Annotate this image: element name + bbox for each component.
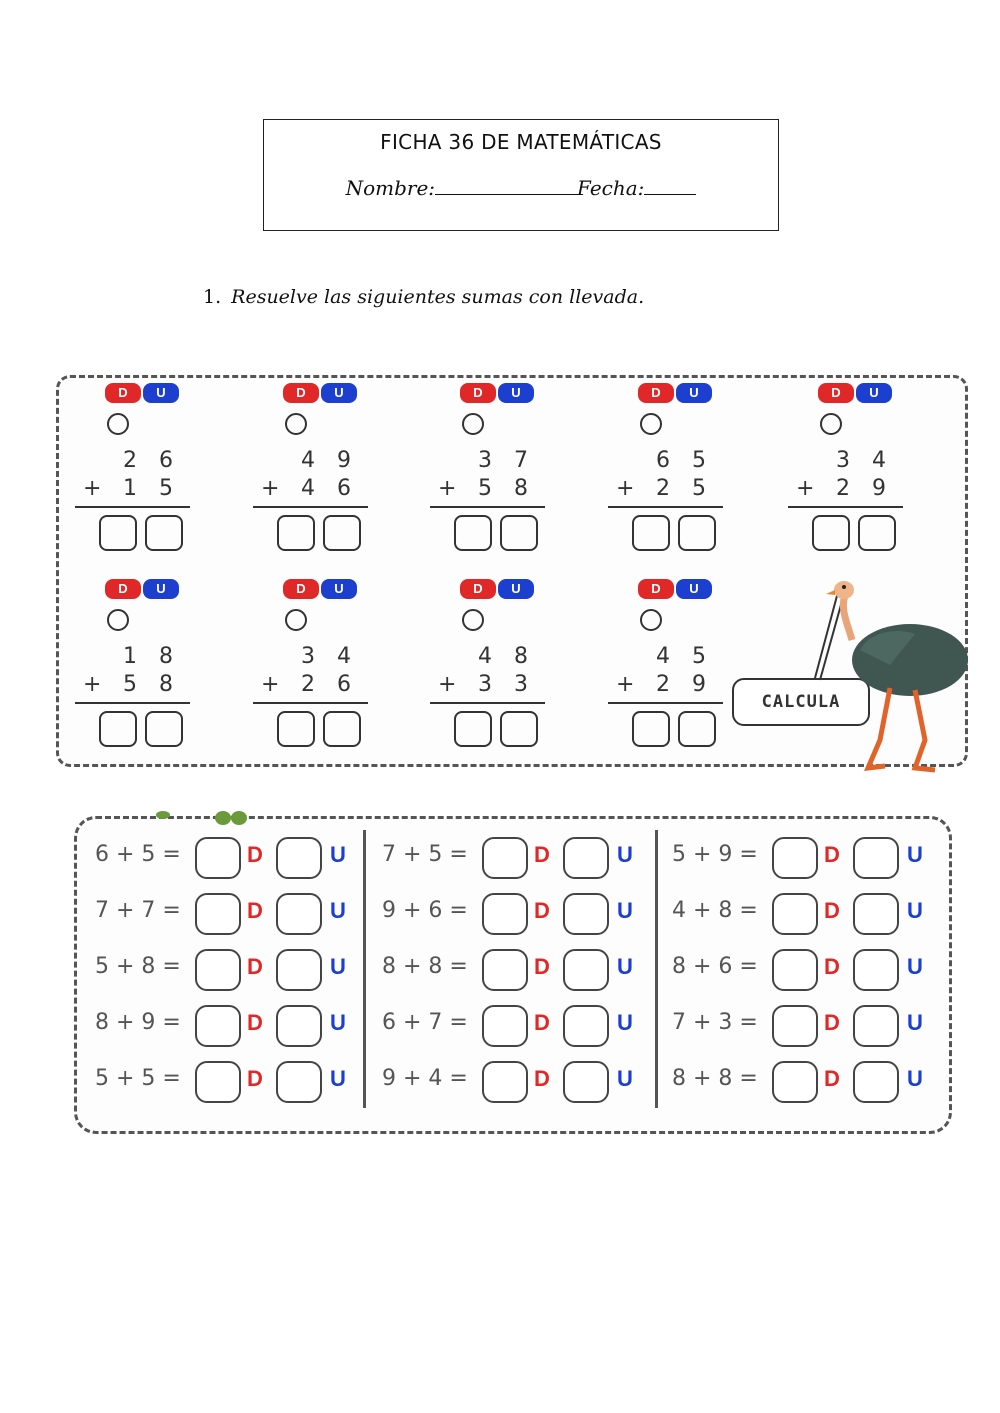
sum-line <box>253 702 368 704</box>
answer-box-units[interactable] <box>678 515 716 551</box>
worksheet-header <box>263 119 779 231</box>
quick-sum-row <box>382 834 657 878</box>
answer-box-tens[interactable] <box>632 515 670 551</box>
tens-digit: 2 <box>301 672 315 697</box>
tens-answer-box[interactable] <box>482 1061 528 1103</box>
quick-sum-row <box>95 834 370 878</box>
column-sum-problem <box>75 377 205 552</box>
column-sum-problem <box>253 573 383 748</box>
tens-label: D <box>824 954 840 979</box>
plus-sign: + <box>261 672 280 697</box>
addend-top <box>75 447 185 475</box>
units-label: U <box>330 1010 346 1035</box>
tens-answer-box[interactable] <box>772 837 818 879</box>
tens-tag: D <box>460 579 496 599</box>
units-digit: 8 <box>514 476 528 501</box>
tens-label: D <box>247 954 263 979</box>
sum-line <box>430 506 545 508</box>
tens-label: D <box>247 1066 263 1091</box>
tens-tag: D <box>638 579 674 599</box>
sum-line <box>253 506 368 508</box>
name-field[interactable] <box>435 176 577 195</box>
addend-top <box>430 643 540 671</box>
tens-tag: D <box>638 383 674 403</box>
sum-line <box>608 702 723 704</box>
tens-tag: D <box>283 579 319 599</box>
tens-tag: D <box>105 383 141 403</box>
sum-expression: 4 + 8 = <box>672 898 758 923</box>
tens-answer-box[interactable] <box>195 1061 241 1103</box>
column-sum-problem <box>430 377 560 552</box>
instruction <box>203 286 644 308</box>
tens-answer-box[interactable] <box>195 837 241 879</box>
answer-box-tens[interactable] <box>277 515 315 551</box>
answer-box-tens[interactable] <box>454 515 492 551</box>
units-tag: U <box>321 383 357 403</box>
units-digit: 9 <box>692 672 706 697</box>
units-tag: U <box>856 383 892 403</box>
units-digit: 5 <box>692 476 706 501</box>
sum-expression: 5 + 5 = <box>95 1066 181 1091</box>
tens-label: D <box>247 1010 263 1035</box>
units-answer-box[interactable] <box>276 949 322 991</box>
tens-tag: D <box>283 383 319 403</box>
addend-bottom <box>608 671 718 699</box>
units-digit: 8 <box>159 644 173 669</box>
tens-digit: 4 <box>656 644 670 669</box>
sum-line <box>788 506 903 508</box>
quick-sum-row <box>382 890 657 934</box>
plus-sign: + <box>83 672 102 697</box>
quick-sum-row <box>382 946 657 990</box>
quick-sum-row <box>95 946 370 990</box>
sum-expression: 9 + 4 = <box>382 1066 468 1091</box>
du-tags <box>105 579 181 599</box>
tens-digit: 4 <box>301 448 315 473</box>
answer-box-tens[interactable] <box>277 711 315 747</box>
instruction-text: Resuelve las siguientes sumas con llevada. <box>231 286 645 308</box>
date-field[interactable] <box>644 176 696 195</box>
addend-bottom <box>253 475 363 503</box>
tens-digit: 3 <box>478 448 492 473</box>
addend-bottom <box>430 671 540 699</box>
addend-bottom <box>75 671 185 699</box>
column-sum-problem <box>608 377 738 552</box>
units-digit: 3 <box>514 672 528 697</box>
answer-box-tens[interactable] <box>632 711 670 747</box>
addend-top <box>253 643 363 671</box>
units-digit: 9 <box>337 448 351 473</box>
tens-digit: 2 <box>836 476 850 501</box>
addend-top <box>788 447 898 475</box>
tens-label: D <box>534 954 550 979</box>
column-sum-problem <box>430 573 560 748</box>
quick-sum-row <box>95 890 370 934</box>
tens-answer-box[interactable] <box>482 893 528 935</box>
tens-digit: 1 <box>123 476 137 501</box>
tens-label: D <box>534 898 550 923</box>
du-tags <box>638 579 714 599</box>
sum-expression: 8 + 8 = <box>672 1066 758 1091</box>
tens-label: D <box>247 842 263 867</box>
quick-sum-row <box>382 1002 657 1046</box>
tens-label: D <box>824 1066 840 1091</box>
quick-sum-row <box>95 1058 370 1102</box>
units-digit: 5 <box>692 644 706 669</box>
carry-circle[interactable] <box>462 413 484 435</box>
tens-label: D <box>247 898 263 923</box>
tens-answer-box[interactable] <box>772 949 818 991</box>
plus-sign: + <box>438 476 457 501</box>
carry-circle[interactable] <box>640 413 662 435</box>
units-label: U <box>907 1010 923 1035</box>
units-label: U <box>617 898 633 923</box>
du-tags <box>460 383 536 403</box>
quick-sum-row <box>672 946 947 990</box>
ostrich-leg-back <box>915 690 935 770</box>
carry-circle[interactable] <box>820 413 842 435</box>
tens-digit: 1 <box>123 644 137 669</box>
tens-digit: 5 <box>478 476 492 501</box>
sum-line <box>608 506 723 508</box>
quick-sum-row <box>672 890 947 934</box>
units-tag: U <box>143 579 179 599</box>
units-digit: 4 <box>337 644 351 669</box>
units-answer-box[interactable] <box>276 1005 322 1047</box>
answer-box-units[interactable] <box>323 711 361 747</box>
bubble-pointer <box>815 592 838 678</box>
tens-digit: 2 <box>123 448 137 473</box>
units-tag: U <box>676 383 712 403</box>
units-digit: 8 <box>514 644 528 669</box>
units-tag: U <box>498 579 534 599</box>
worksheet-title: FICHA 36 DE MATEMÁTICAS <box>380 130 662 154</box>
sum-expression: 6 + 7 = <box>382 1010 468 1035</box>
answer-box-units[interactable] <box>678 711 716 747</box>
tens-label: D <box>534 1066 550 1091</box>
ostrich-beak <box>826 590 835 595</box>
du-tags <box>818 383 894 403</box>
units-label: U <box>907 954 923 979</box>
tens-digit: 3 <box>478 672 492 697</box>
units-answer-box[interactable] <box>563 1061 609 1103</box>
tens-answer-box[interactable] <box>195 893 241 935</box>
sum-expression: 7 + 3 = <box>672 1010 758 1035</box>
sum-expression: 7 + 5 = <box>382 842 468 867</box>
units-answer-box[interactable] <box>563 1005 609 1047</box>
tens-label: D <box>534 1010 550 1035</box>
units-tag: U <box>676 579 712 599</box>
name-label: Nombre: <box>345 176 436 200</box>
quick-sum-row <box>672 834 947 878</box>
du-tags <box>105 383 181 403</box>
tens-tag: D <box>460 383 496 403</box>
units-digit: 6 <box>337 672 351 697</box>
addend-top <box>608 447 718 475</box>
plus-sign: + <box>796 476 815 501</box>
ostrich-eye <box>842 585 846 589</box>
addend-bottom <box>608 475 718 503</box>
sum-expression: 6 + 5 = <box>95 842 181 867</box>
units-answer-box[interactable] <box>276 893 322 935</box>
tens-answer-box[interactable] <box>772 893 818 935</box>
sum-line <box>75 702 190 704</box>
addend-top <box>75 643 185 671</box>
tens-digit: 5 <box>123 672 137 697</box>
instruction-number: 1. <box>203 286 222 308</box>
answer-box-tens[interactable] <box>454 711 492 747</box>
units-label: U <box>330 954 346 979</box>
units-answer-box[interactable] <box>563 949 609 991</box>
ostrich-neck <box>843 595 852 640</box>
date-label: Fecha: <box>577 176 645 200</box>
units-answer-box[interactable] <box>276 1061 322 1103</box>
quick-sum-row <box>382 1058 657 1102</box>
units-tag: U <box>143 383 179 403</box>
addend-top <box>608 643 718 671</box>
tens-tag: D <box>818 383 854 403</box>
units-answer-box[interactable] <box>853 837 899 879</box>
units-label: U <box>330 898 346 923</box>
units-digit: 8 <box>159 672 173 697</box>
answer-box-units[interactable] <box>323 515 361 551</box>
addend-bottom <box>430 475 540 503</box>
units-answer-box[interactable] <box>563 837 609 879</box>
name-date-line <box>264 176 778 200</box>
units-label: U <box>330 1066 346 1091</box>
addend-bottom <box>788 475 898 503</box>
ostrich-illustration <box>740 570 970 780</box>
units-label: U <box>907 1066 923 1091</box>
tens-label: D <box>824 1010 840 1035</box>
ostrich-head <box>834 581 854 599</box>
units-answer-box[interactable] <box>853 1005 899 1047</box>
du-tags <box>638 383 714 403</box>
tens-digit: 3 <box>836 448 850 473</box>
carry-circle[interactable] <box>107 413 129 435</box>
ostrich-leg-front <box>868 688 890 768</box>
speech-bubble: CALCULA <box>732 678 870 726</box>
units-digit: 4 <box>872 448 886 473</box>
answer-box-units[interactable] <box>500 711 538 747</box>
answer-box-units[interactable] <box>145 711 183 747</box>
quick-sum-row <box>672 1058 947 1102</box>
sum-expression: 8 + 9 = <box>95 1010 181 1035</box>
sum-expression: 7 + 7 = <box>95 898 181 923</box>
units-digit: 6 <box>159 448 173 473</box>
sum-expression: 5 + 9 = <box>672 842 758 867</box>
units-label: U <box>330 842 346 867</box>
sum-expression: 9 + 6 = <box>382 898 468 923</box>
addend-top <box>430 447 540 475</box>
tens-label: D <box>824 898 840 923</box>
units-label: U <box>617 954 633 979</box>
answer-box-units[interactable] <box>145 515 183 551</box>
units-label: U <box>907 898 923 923</box>
units-digit: 9 <box>872 476 886 501</box>
plus-sign: + <box>261 476 280 501</box>
answer-box-tens[interactable] <box>99 711 137 747</box>
units-tag: U <box>498 383 534 403</box>
plus-sign: + <box>438 672 457 697</box>
units-answer-box[interactable] <box>276 837 322 879</box>
du-tags <box>460 579 536 599</box>
tens-digit: 2 <box>656 476 670 501</box>
tens-answer-box[interactable] <box>195 949 241 991</box>
tens-label: D <box>534 842 550 867</box>
tens-digit: 6 <box>656 448 670 473</box>
units-digit: 7 <box>514 448 528 473</box>
tens-tag: D <box>105 579 141 599</box>
carry-circle[interactable] <box>285 609 307 631</box>
tens-answer-box[interactable] <box>482 837 528 879</box>
units-answer-box[interactable] <box>853 893 899 935</box>
units-tag: U <box>321 579 357 599</box>
answer-box-tens[interactable] <box>99 515 137 551</box>
units-label: U <box>617 1066 633 1091</box>
column-sum-problem <box>253 377 383 552</box>
units-answer-box[interactable] <box>563 893 609 935</box>
carry-circle[interactable] <box>285 413 307 435</box>
tens-digit: 4 <box>478 644 492 669</box>
addend-bottom <box>75 475 185 503</box>
tens-answer-box[interactable] <box>482 949 528 991</box>
leaf-decoration <box>155 809 255 827</box>
plus-sign: + <box>616 672 635 697</box>
column-sum-problem <box>788 377 918 552</box>
addend-top <box>253 447 363 475</box>
tens-answer-box[interactable] <box>195 1005 241 1047</box>
carry-circle[interactable] <box>107 609 129 631</box>
units-digit: 6 <box>337 476 351 501</box>
units-label: U <box>617 1010 633 1035</box>
quick-sum-row <box>672 1002 947 1046</box>
sum-expression: 8 + 6 = <box>672 954 758 979</box>
quick-sum-row <box>95 1002 370 1046</box>
units-answer-box[interactable] <box>853 949 899 991</box>
tens-answer-box[interactable] <box>772 1005 818 1047</box>
units-digit: 5 <box>159 476 173 501</box>
units-answer-box[interactable] <box>853 1061 899 1103</box>
tens-answer-box[interactable] <box>482 1005 528 1047</box>
plus-sign: + <box>616 476 635 501</box>
answer-box-tens[interactable] <box>812 515 850 551</box>
sum-expression: 8 + 8 = <box>382 954 468 979</box>
units-label: U <box>617 842 633 867</box>
tens-digit: 3 <box>301 644 315 669</box>
answer-box-units[interactable] <box>858 515 896 551</box>
column-sum-problem <box>75 573 205 748</box>
addend-bottom <box>253 671 363 699</box>
sum-line <box>430 702 545 704</box>
column-sum-problem <box>608 573 738 748</box>
plus-sign: + <box>83 476 102 501</box>
tens-digit: 4 <box>301 476 315 501</box>
answer-box-units[interactable] <box>500 515 538 551</box>
tens-label: D <box>824 842 840 867</box>
carry-circle[interactable] <box>640 609 662 631</box>
tens-digit: 2 <box>656 672 670 697</box>
du-tags <box>283 579 359 599</box>
sum-expression: 5 + 8 = <box>95 954 181 979</box>
sum-line <box>75 506 190 508</box>
carry-circle[interactable] <box>462 609 484 631</box>
du-tags <box>283 383 359 403</box>
units-digit: 5 <box>692 448 706 473</box>
units-label: U <box>907 842 923 867</box>
tens-answer-box[interactable] <box>772 1061 818 1103</box>
